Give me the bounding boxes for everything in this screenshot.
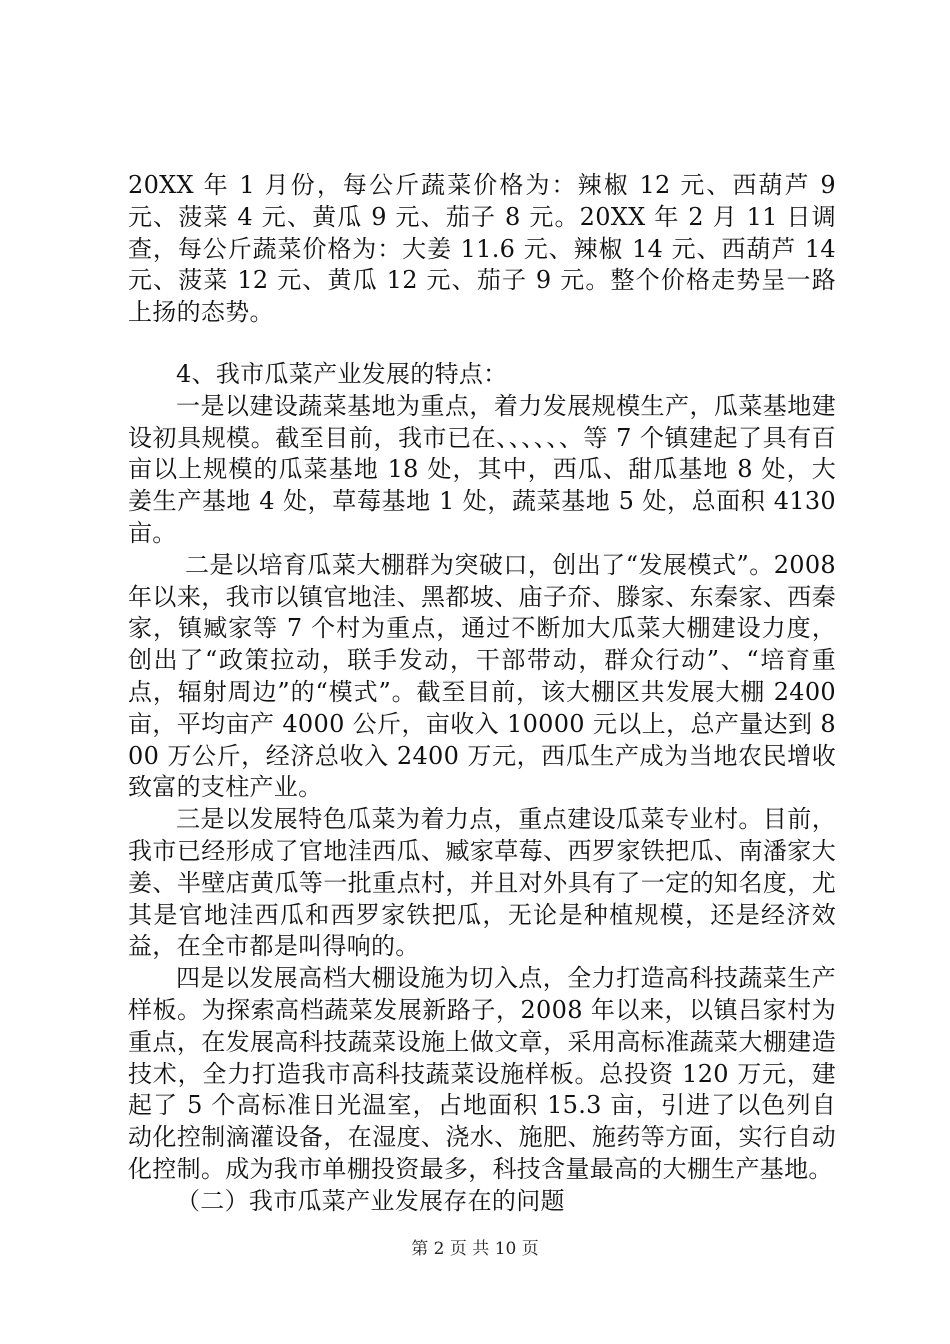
paragraph-point-two: 二是以培育瓜菜大棚群为突破口，创出了“发展模式”。2008 年以来，我市以镇官地洼、黑都坡、庙子夼、滕家、东秦家、西秦家，镇臧家等 7 个村为重点，通过不断加大瓜菜大棚建设力度，创出了“政策拉动，联手发动，干部带动，群众行动”、“培育重点，辐射周边”的“模式”。截至目前，该大棚区共发展大棚 2400 亩，平均亩产 4000 公斤，亩收入 10000 元以上，总产量达到 800 万公斤，经济总收入 2400 万元，西瓜生产成为当地农民增收致富的支柱产业。	[128, 550, 836, 802]
paragraph-point-one: 一是以建设蔬菜基地为重点，着力发展规模生产，瓜菜基地建设初具规模。截至目前，我市已在、、、、、、等 7 个镇建起了具有百亩以上规模的瓜菜基地 18 处，其中，西瓜、甜瓜基地 8 处，大姜生产基地 4 处，草莓基地 1 处，蔬菜基地 5 处，总面积 4130 亩。	[128, 391, 836, 547]
section-heading-characteristics: 4、我市瓜菜产业发展的特点：	[176, 359, 508, 388]
page-footer: 第 2 页 共 10 页	[411, 1239, 539, 1259]
paragraph-point-three: 三是以发展特色瓜菜为着力点，重点建设瓜菜专业村。目前，我市已经形成了官地洼西瓜、臧家草莓、西罗家铁把瓜、南潘家大姜、半壁店黄瓜等一批重点村，并且对外具有了一定的知名度，尤其是官地洼西瓜和西罗家铁把瓜，无论是种植规模，还是经济效益，在全市都是叫得响的。	[128, 805, 836, 961]
document-body	[128, 170, 836, 1218]
section-heading-problems: （二）我市瓜菜产业发展存在的问题	[176, 1186, 565, 1215]
price-paragraph: 20XX 年 1 月份，每公斤蔬菜价格为：辣椒 12 元、西葫芦 9 元、菠菜 4 元、黄瓜 9 元、茄子 8 元。20XX 年 2 月 11 日调查，每公斤蔬菜价格为：大姜 11.6 元、辣椒 14 元、西葫芦 14 元、菠菜 12 元、黄瓜 12 元、茄子 9 元。整个价格走势呈一路上扬的态势。	[128, 171, 836, 327]
paragraph-point-four: 四是以发展高档大棚设施为切入点，全力打造高科技蔬菜生产样板。为探索高档蔬菜发展新路子，2008 年以来，以镇吕家村为重点，在发展高科技蔬菜设施上做文章，采用高标准蔬菜大棚建造技术，全力打造我市高科技蔬菜设施样板。总投资 120 万元，建起了 5 个高标准日光温室，占地面积 15.3 亩，引进了以色列自动化控制滴灌设备，在湿度、浇水、施肥、施药等方面，实行自动化控制。成为我市单棚投资最多，科技含量最高的大棚生产基地。	[128, 964, 836, 1183]
